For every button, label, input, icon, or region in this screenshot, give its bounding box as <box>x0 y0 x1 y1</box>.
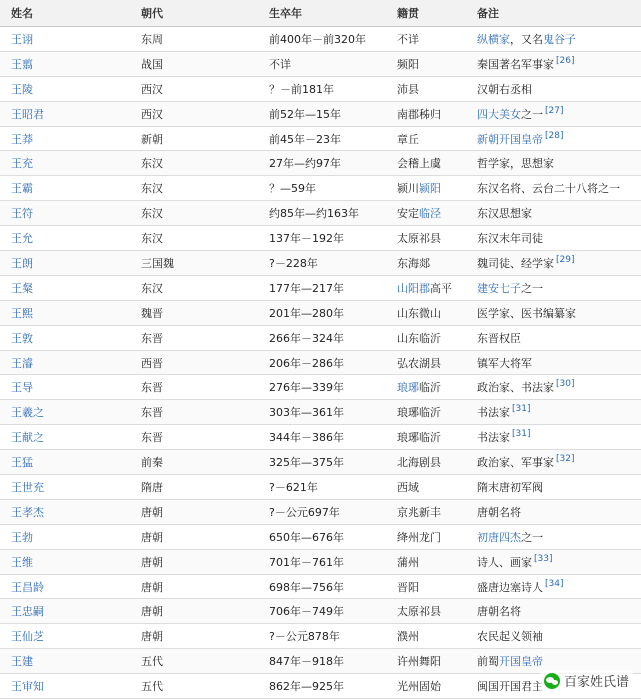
table-row <box>0 226 641 251</box>
person-name-link[interactable]: 王勃 <box>11 531 33 544</box>
cell-note <box>466 226 641 251</box>
cell-origin: 章丘 <box>386 126 466 151</box>
cell-years: 698年—756年 <box>258 574 386 599</box>
cell-dynasty: 唐朝 <box>130 549 258 574</box>
person-name-link[interactable]: 王充 <box>11 157 33 170</box>
person-name-link[interactable]: 王朗 <box>11 257 33 270</box>
person-name-link[interactable]: 王陵 <box>11 83 33 96</box>
citation-ref[interactable]: [31] <box>512 429 530 439</box>
table-row <box>0 101 641 126</box>
cell-note <box>466 151 641 176</box>
note-text: 东汉末年司徒 <box>477 232 543 245</box>
cell-dynasty: 东汉 <box>130 151 258 176</box>
note-text: 书法家 <box>477 431 510 444</box>
cell-years: ？－前181年 <box>258 76 386 101</box>
person-name-link[interactable]: 王濬 <box>11 357 33 370</box>
cell-years: 201年—280年 <box>258 300 386 325</box>
cell-years: 177年—217年 <box>258 275 386 300</box>
origin-text: 高平 <box>430 282 452 295</box>
person-name-link[interactable]: 王献之 <box>11 431 44 444</box>
cell-years: 前400年－前320年 <box>258 27 386 52</box>
cell-years: 847年－918年 <box>258 649 386 674</box>
table-row <box>0 325 641 350</box>
person-name-link[interactable]: 王莽 <box>11 133 33 146</box>
origin-text: 安定 <box>397 207 419 220</box>
cell-note <box>466 126 641 151</box>
cell-origin <box>386 201 466 226</box>
watermark-text: 百家姓氏谱 <box>564 671 629 690</box>
cell-origin: 太原祁县 <box>386 226 466 251</box>
table-row <box>0 499 641 524</box>
cell-dynasty: 新朝 <box>130 126 258 151</box>
citation-ref[interactable]: [30] <box>556 379 574 389</box>
note-text: 之一 <box>521 108 543 121</box>
cell-name <box>0 27 130 52</box>
citation-ref[interactable]: [26] <box>556 56 574 66</box>
cell-note <box>466 176 641 201</box>
cell-dynasty: 五代 <box>130 649 258 674</box>
table-row <box>0 51 641 76</box>
note-link[interactable]: 四大美女 <box>477 108 521 121</box>
cell-years: 206年－286年 <box>258 350 386 375</box>
header-years[interactable]: 生卒年 <box>258 0 386 27</box>
cell-origin <box>386 176 466 201</box>
cell-name <box>0 649 130 674</box>
cell-years: 344年－386年 <box>258 425 386 450</box>
table-header-row <box>0 0 641 27</box>
cell-name <box>0 524 130 549</box>
cell-note <box>466 275 641 300</box>
citation-ref[interactable]: [27] <box>545 106 563 116</box>
cell-name <box>0 450 130 475</box>
table-row <box>0 524 641 549</box>
cell-note <box>466 101 641 126</box>
note-text: 之一 <box>521 531 543 544</box>
origin-text: 颍川 <box>397 182 419 195</box>
cell-name <box>0 350 130 375</box>
citation-ref[interactable]: [28] <box>545 131 563 141</box>
table-row <box>0 151 641 176</box>
cell-origin: 绛州龙门 <box>386 524 466 549</box>
cell-dynasty: 东汉 <box>130 275 258 300</box>
cell-dynasty: 东晋 <box>130 425 258 450</box>
cell-years: 701年－761年 <box>258 549 386 574</box>
cell-years: 137年－192年 <box>258 226 386 251</box>
cell-origin: 弘农湖县 <box>386 350 466 375</box>
cell-years: 前45年－23年 <box>258 126 386 151</box>
person-name-link[interactable]: 王昭君 <box>11 108 44 121</box>
table-row <box>0 574 641 599</box>
wechat-icon <box>544 673 560 689</box>
person-name-link[interactable]: 王猛 <box>11 456 33 469</box>
cell-name <box>0 151 130 176</box>
cell-origin: 琅琊临沂 <box>386 425 466 450</box>
note-link[interactable]: 新朝开国皇帝 <box>477 133 543 146</box>
cell-note <box>466 599 641 624</box>
header-origin[interactable]: 籍贯 <box>386 0 466 27</box>
note-text: 唐朝名将 <box>477 506 521 519</box>
cell-origin: 蒲州 <box>386 549 466 574</box>
note-text: 唐朝名将 <box>477 605 521 618</box>
cell-origin: 光州固始 <box>386 674 466 699</box>
table-row <box>0 201 641 226</box>
cell-dynasty: 隋唐 <box>130 475 258 500</box>
table-row <box>0 126 641 151</box>
cell-note <box>466 251 641 276</box>
cell-years: 276年—339年 <box>258 375 386 400</box>
person-name-link[interactable]: 王翦 <box>11 58 33 71</box>
table-row <box>0 251 641 276</box>
citation-ref[interactable]: [33] <box>534 554 552 564</box>
person-name-link[interactable]: 王符 <box>11 207 33 220</box>
person-name-link[interactable]: 王诩 <box>11 33 33 46</box>
cell-origin <box>386 375 466 400</box>
header-dynasty[interactable]: 朝代 <box>130 0 258 27</box>
origin-link[interactable]: 琅琊 <box>397 381 419 394</box>
cell-name <box>0 599 130 624</box>
note-text: 前蜀 <box>477 655 499 668</box>
cell-years: 325年—375年 <box>258 450 386 475</box>
note-text: 农民起义领袖 <box>477 630 543 643</box>
citation-ref[interactable]: [32] <box>556 454 574 464</box>
citation-ref[interactable]: [29] <box>556 255 574 265</box>
note-text: 东汉思想家 <box>477 207 532 220</box>
cell-years: ?－621年 <box>258 475 386 500</box>
origin-text: 临沂 <box>419 381 441 394</box>
note-text: 政治家、军事家 <box>477 456 554 469</box>
cell-note <box>466 499 641 524</box>
person-name-link[interactable]: 王世充 <box>11 481 44 494</box>
cell-dynasty: 三国魏 <box>130 251 258 276</box>
note-text: 秦国著名军事家 <box>477 58 554 71</box>
cell-note <box>466 27 641 52</box>
table-row <box>0 475 641 500</box>
cell-name <box>0 375 130 400</box>
cell-dynasty: 东晋 <box>130 400 258 425</box>
note-text: ，又名 <box>510 33 543 46</box>
cell-name <box>0 226 130 251</box>
table-row <box>0 76 641 101</box>
note-text: 汉朝右丞相 <box>477 83 532 96</box>
cell-dynasty: 西汉 <box>130 76 258 101</box>
note-text: 隋末唐初军阀 <box>477 481 543 494</box>
note-text: 东晋权臣 <box>477 332 521 345</box>
cell-dynasty: 东汉 <box>130 201 258 226</box>
cell-note <box>466 425 641 450</box>
note-link[interactable]: 初唐四杰 <box>477 531 521 544</box>
cell-years: ?－公元878年 <box>258 624 386 649</box>
note-link[interactable]: 建安七子 <box>477 282 521 295</box>
origin-link[interactable]: 临泾 <box>419 207 441 220</box>
person-name-link[interactable]: 王羲之 <box>11 406 44 419</box>
cell-dynasty: 唐朝 <box>130 624 258 649</box>
cell-years: 862年—925年 <box>258 674 386 699</box>
cell-dynasty: 唐朝 <box>130 574 258 599</box>
cell-name <box>0 674 130 699</box>
cell-origin: 太原祁县 <box>386 599 466 624</box>
cell-origin: 许州舞阳 <box>386 649 466 674</box>
citation-ref[interactable]: [34] <box>545 579 563 589</box>
cell-name <box>0 425 130 450</box>
table-row <box>0 624 641 649</box>
cell-note <box>466 574 641 599</box>
cell-note <box>466 549 641 574</box>
person-name-link[interactable]: 王审知 <box>11 680 44 693</box>
cell-name <box>0 549 130 574</box>
table-row <box>0 599 641 624</box>
cell-dynasty: 东晋 <box>130 325 258 350</box>
cell-years: 前52年—15年 <box>258 101 386 126</box>
header-note[interactable]: 备注 <box>466 0 641 27</box>
cell-name <box>0 475 130 500</box>
note-text: 镇军大将军 <box>477 357 532 370</box>
cell-note <box>466 475 641 500</box>
person-name-link[interactable]: 王忠嗣 <box>11 605 44 618</box>
cell-dynasty: 东汉 <box>130 226 258 251</box>
cell-name <box>0 325 130 350</box>
cell-name <box>0 251 130 276</box>
cell-years: 650年—676年 <box>258 524 386 549</box>
note-text: 盛唐边塞诗人 <box>477 581 543 594</box>
person-name-link[interactable]: 王建 <box>11 655 33 668</box>
person-name-link[interactable]: 王熙 <box>11 307 33 320</box>
person-name-link[interactable]: 王粲 <box>11 282 33 295</box>
note-text: 闽国开国君主 <box>477 680 543 693</box>
table-row <box>0 375 641 400</box>
cell-name <box>0 300 130 325</box>
cell-origin <box>386 275 466 300</box>
cell-origin: 琅琊临沂 <box>386 400 466 425</box>
cell-dynasty: 前秦 <box>130 450 258 475</box>
cell-note <box>466 201 641 226</box>
cell-dynasty: 唐朝 <box>130 599 258 624</box>
cell-name <box>0 400 130 425</box>
note-link[interactable]: 纵横家 <box>477 33 510 46</box>
cell-years: 706年－749年 <box>258 599 386 624</box>
note-text: 魏司徒、经学家 <box>477 257 554 270</box>
cell-dynasty: 东周 <box>130 27 258 52</box>
person-name-link[interactable]: 王允 <box>11 232 33 245</box>
cell-name <box>0 101 130 126</box>
cell-origin: 北海剧县 <box>386 450 466 475</box>
cell-dynasty: 东汉 <box>130 176 258 201</box>
cell-dynasty: 战国 <box>130 51 258 76</box>
person-name-link[interactable]: 王霸 <box>11 182 33 195</box>
cell-name <box>0 176 130 201</box>
cell-note <box>466 76 641 101</box>
cell-dynasty: 唐朝 <box>130 524 258 549</box>
person-name-link[interactable]: 王仙芝 <box>11 630 44 643</box>
table-row <box>0 400 641 425</box>
table-row <box>0 27 641 52</box>
origin-link[interactable]: 山阳郡 <box>397 282 430 295</box>
note-text: 政治家、书法家 <box>477 381 554 394</box>
table-row <box>0 425 641 450</box>
watermark <box>540 670 633 691</box>
person-name-link[interactable]: 王昌龄 <box>11 581 44 594</box>
cell-note <box>466 300 641 325</box>
citation-ref[interactable]: [31] <box>512 404 530 414</box>
table-row <box>0 549 641 574</box>
note-link[interactable]: 鬼谷子 <box>543 33 576 46</box>
cell-name <box>0 76 130 101</box>
person-name-link[interactable]: 王导 <box>11 381 33 394</box>
cell-years: 27年—约97年 <box>258 151 386 176</box>
cell-origin: 沛县 <box>386 76 466 101</box>
table-row <box>0 350 641 375</box>
note-text: 哲学家，思想家 <box>477 157 554 170</box>
cell-years: ?－公元697年 <box>258 499 386 524</box>
cell-note <box>466 624 641 649</box>
table-row <box>0 450 641 475</box>
cell-origin: 南郡秭归 <box>386 101 466 126</box>
cell-name <box>0 201 130 226</box>
table-row <box>0 300 641 325</box>
cell-origin: 晋阳 <box>386 574 466 599</box>
cell-name <box>0 51 130 76</box>
cell-note <box>466 350 641 375</box>
cell-note <box>466 524 641 549</box>
cell-years: 266年－324年 <box>258 325 386 350</box>
table-body <box>0 27 641 699</box>
cell-dynasty: 东晋 <box>130 375 258 400</box>
cell-origin: 会稽上虞 <box>386 151 466 176</box>
cell-note <box>466 400 641 425</box>
person-name-link[interactable]: 王维 <box>11 556 33 569</box>
table-row <box>0 275 641 300</box>
cell-dynasty: 唐朝 <box>130 499 258 524</box>
note-text: 诗人、画家 <box>477 556 532 569</box>
cell-dynasty: 西汉 <box>130 101 258 126</box>
origin-link[interactable]: 颍阳 <box>419 182 441 195</box>
table-row <box>0 176 641 201</box>
cell-name <box>0 624 130 649</box>
cell-name <box>0 499 130 524</box>
cell-dynasty: 西晋 <box>130 350 258 375</box>
cell-name <box>0 126 130 151</box>
person-name-link[interactable]: 王敦 <box>11 332 33 345</box>
cell-origin: 不详 <box>386 27 466 52</box>
cell-origin: 京兆新丰 <box>386 499 466 524</box>
cell-note <box>466 375 641 400</box>
cell-note <box>466 325 641 350</box>
cell-years: ?－228年 <box>258 251 386 276</box>
cell-years: ？—59年 <box>258 176 386 201</box>
cell-years: 不详 <box>258 51 386 76</box>
cell-dynasty: 五代 <box>130 674 258 699</box>
cell-origin: 濮州 <box>386 624 466 649</box>
cell-origin: 西域 <box>386 475 466 500</box>
note-link[interactable]: 开国皇帝 <box>499 655 543 668</box>
note-text: 之一 <box>521 282 543 295</box>
cell-years: 303年—361年 <box>258 400 386 425</box>
cell-origin: 山东微山 <box>386 300 466 325</box>
cell-dynasty: 魏晋 <box>130 300 258 325</box>
cell-years: 约85年—约163年 <box>258 201 386 226</box>
header-name[interactable]: 姓名 <box>0 0 130 27</box>
cell-note <box>466 450 641 475</box>
note-text: 东汉名将、云台二十八将之一 <box>477 182 620 195</box>
cell-origin: 东海郯 <box>386 251 466 276</box>
cell-origin: 频阳 <box>386 51 466 76</box>
note-text: 医学家、医书编纂家 <box>477 307 576 320</box>
cell-name <box>0 275 130 300</box>
cell-note <box>466 51 641 76</box>
cell-origin: 山东临沂 <box>386 325 466 350</box>
person-name-link[interactable]: 王孝杰 <box>11 506 44 519</box>
cell-name <box>0 574 130 599</box>
note-text: 书法家 <box>477 406 510 419</box>
